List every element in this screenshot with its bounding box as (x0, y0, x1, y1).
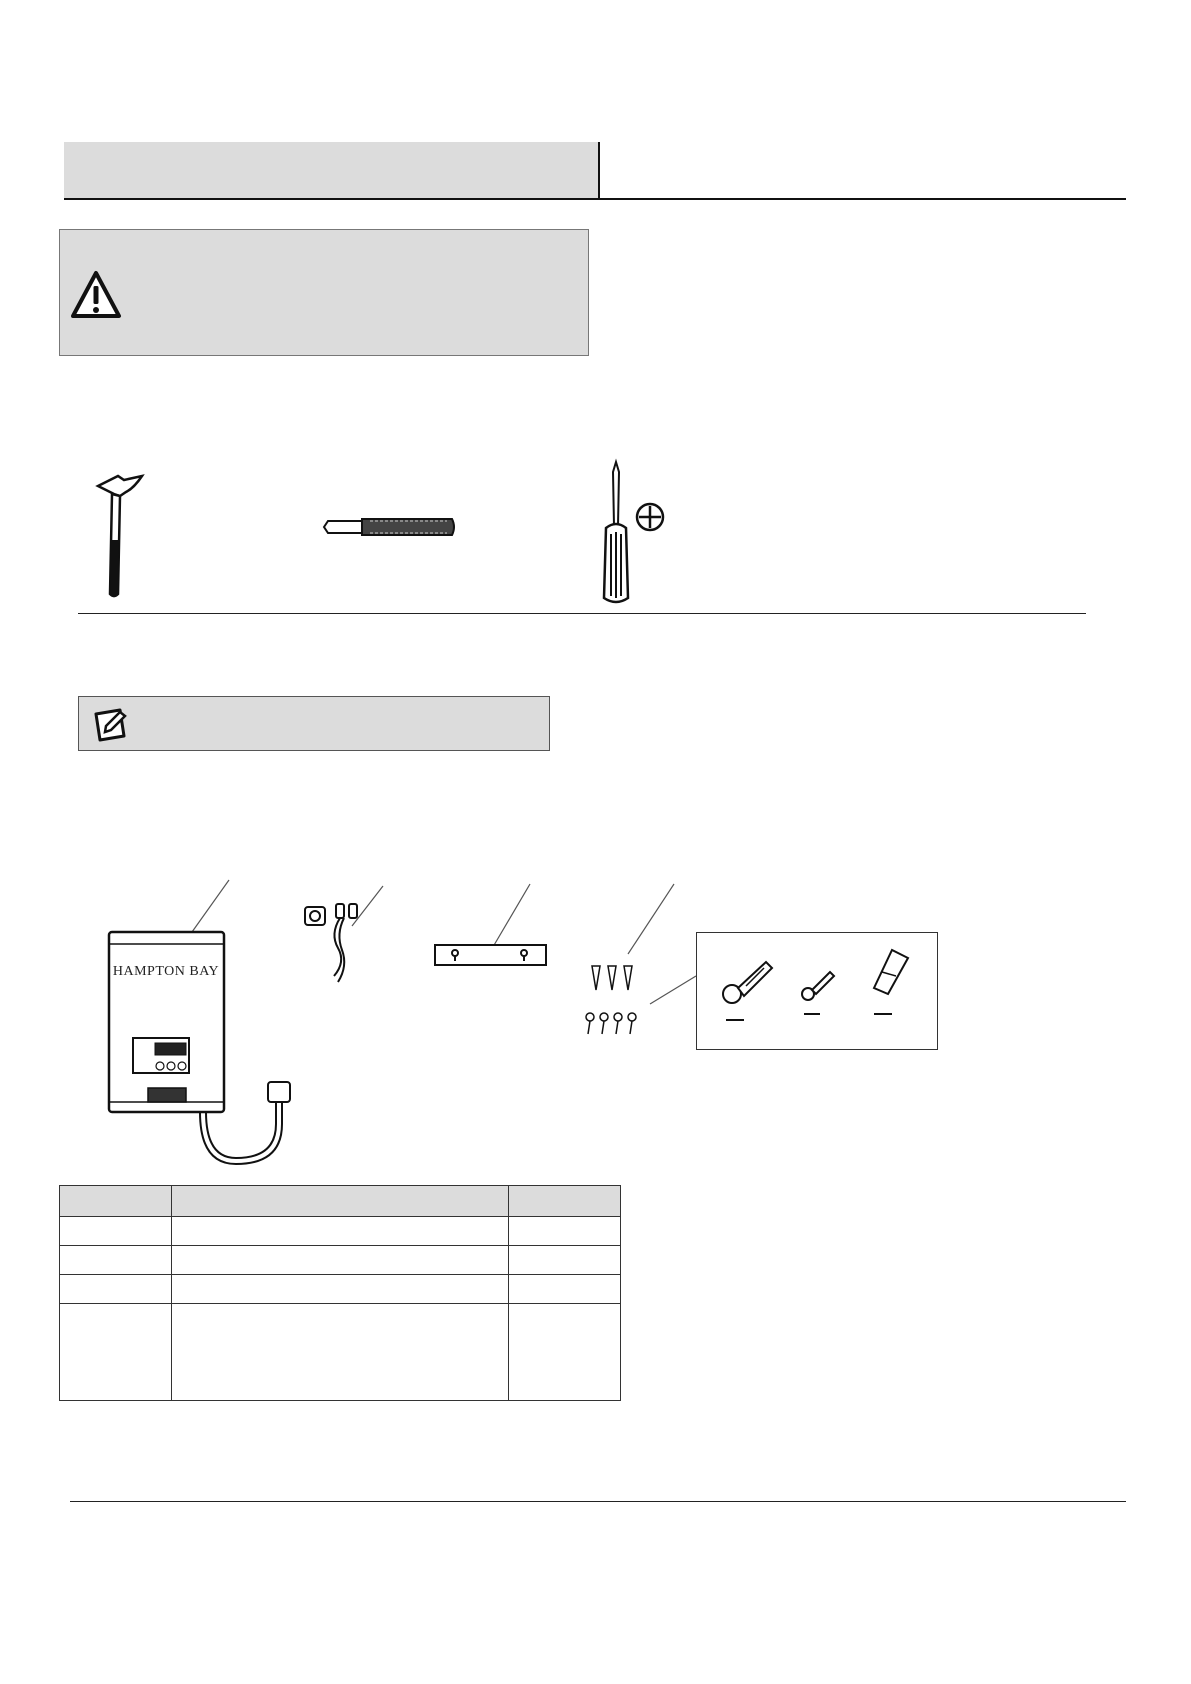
table-cell (60, 1275, 172, 1304)
table-header-row (60, 1186, 621, 1217)
sensor-with-cord (305, 904, 357, 982)
table-cell (509, 1275, 621, 1304)
table-header-cell-description (171, 1186, 508, 1217)
table-row (60, 1246, 621, 1275)
table-row (60, 1275, 621, 1304)
table-row (60, 1217, 621, 1246)
table-cell (171, 1275, 508, 1304)
parts-table (59, 1185, 621, 1401)
table-cell (60, 1304, 172, 1401)
table-cell (171, 1304, 508, 1401)
table-cell (171, 1217, 508, 1246)
table-cell (509, 1217, 621, 1246)
table-header-cell-part (60, 1186, 172, 1217)
transformer-brand-label: HAMPTON BAY (112, 964, 220, 979)
callout-leader-lines (192, 880, 696, 1004)
table-cell (171, 1246, 508, 1275)
table-row (60, 1304, 621, 1401)
footer-divider (70, 1501, 1126, 1502)
table-cell (60, 1217, 172, 1246)
table-cell (509, 1246, 621, 1275)
table-header-cell-quantity (509, 1186, 621, 1217)
table-cell (509, 1304, 621, 1401)
table-cell (60, 1246, 172, 1275)
mounting-bracket (435, 945, 546, 965)
anchors-and-screws (586, 966, 636, 1034)
hardware-detail-drawings (696, 932, 938, 1050)
